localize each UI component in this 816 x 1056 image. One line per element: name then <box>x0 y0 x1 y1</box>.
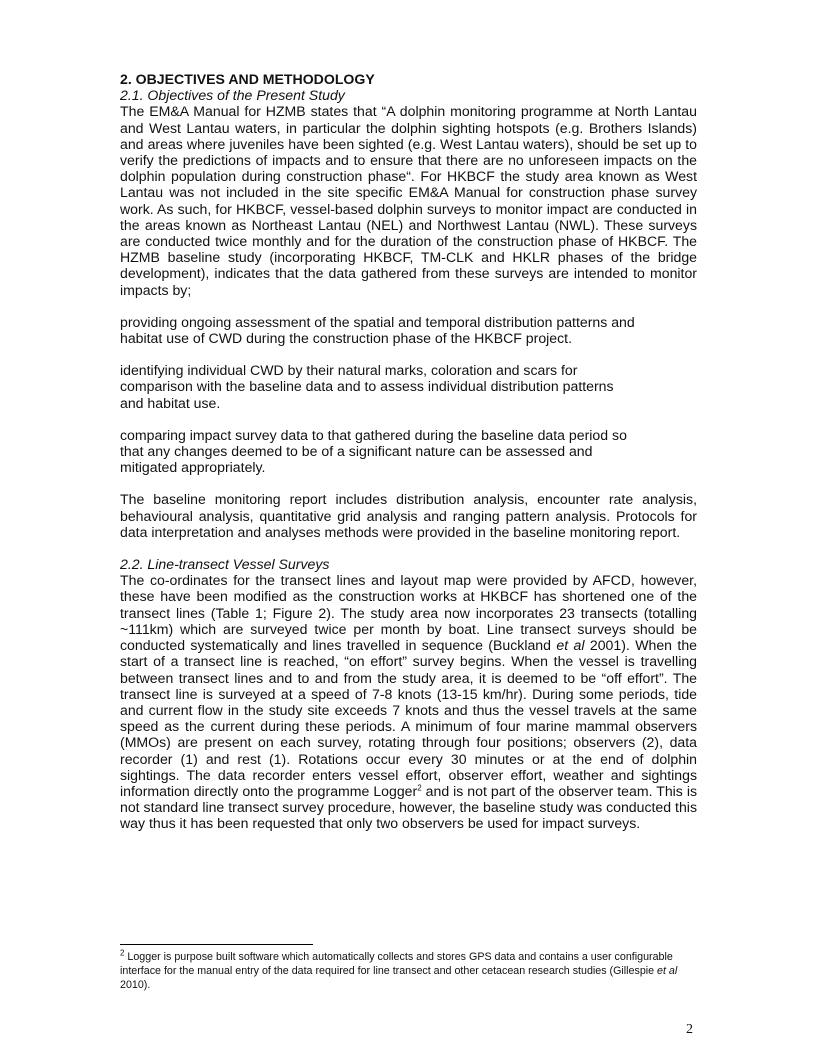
footnote <box>120 950 697 992</box>
spacer <box>120 540 697 556</box>
intro-paragraph: The EM&A Manual for HZMB states that “A dolphin monitoring programme at North Lantau and West Lantau waters, in particular the dolphin sighting hotspots (e.g. Brothers Islands) and areas where juveniles have been sighted (e.g. West Lantau waters), should be set up to verify the predictions of impacts and to ensure that there are no unforeseen impacts on the dolphin population during construction phase“. For HKBCF the study area known as West Lantau was not included in the site specific EM&A Manual for construction phase survey work. As such, for HKBCF, vessel-based dolphin surveys to monitor impact are conducted in the areas known as Northeast Lantau (NEL) and Northwest Lantau (NWL). These surveys are conducted twice monthly and for the duration of the construction phase of HKBCF. The HZMB baseline study (incorporating HKBCF, TM-CLK and HKLR phases of the bridge development), indicates that the data gathered from these surveys are intended to monitor impacts by; <box>120 103 697 298</box>
subsection-title-2-1: 2.1. Objectives of the Present Study <box>120 87 345 104</box>
objective-item: identifying individual CWD by their natural marks, coloration and scars for comparison with the baseline data and to assess individual distribution patterns and habitat use. <box>120 362 614 411</box>
spacer <box>120 346 697 362</box>
survey-text-part1: The co-ordinates for the transect lines and layout map were provided by AFCD, however, these have been modified as the construction works at HKBCF has shortened one of the transect lines (Table 1; Figure 2). The study area now incorporates 23 transects (totalling ~111km) which are surveyed twice per month by boat. Line transect surveys should be conducted systematically and lines travelled in sequence (Buckland <box>120 572 697 654</box>
subsection-title-2-2: 2.2. Line-transect Vessel Surveys <box>120 556 330 573</box>
footnote-et-al: et al <box>657 965 678 977</box>
footnote-reference: 2 <box>417 783 422 793</box>
objective-item: providing ongoing assessment of the spatial and temporal distribution patterns and habitat use of CWD during the construction phase of the HKBCF project. <box>120 313 635 347</box>
section-heading: 2. OBJECTIVES AND METHODOLOGY <box>120 71 375 87</box>
footnote-marker: 2 <box>120 948 125 958</box>
survey-text-part3: and is not part of the observer team. This is not standard line transect survey procedure, however, the baseline study was conducted this way thus it has been requested that only two observers be used for impact surveys. <box>120 782 697 832</box>
footnote-text-part1: Logger is purpose built software which automatically collects and stores GPS data and contains a user configurable interface for the manual entry of the data required for line transect and other cetacean research studies (Gillespie <box>120 951 673 977</box>
page-number: 2 <box>686 1022 693 1037</box>
body-text <box>120 71 697 832</box>
objective-item: comparing impact survey data to that gathered during the baseline data period so that any changes deemed to be of a significant nature can be assessed and mitigated appropriately. <box>120 426 627 476</box>
survey-text-part2: 2001). When the start of a transect line is reached, “on effort” survey begins. When the vessel is travelling between transect lines and to and from the study area, it is deemed to be “off effort”. The transect line is surveyed at a speed of 7-8 knots (13-15 km/hr). During some periods, tide and current flow in the study site exceeds 7 knots and thus the vessel travels at the same speed as the current during these periods. A minimum of four marine mammal observers (MMOs) are present on each survey, rotating through four positions; observers (2), data recorder (1) and rest (1). Rotations occur every 30 minutes or at the end of dolphin sightings. The data recorder enters vessel effort, observer effort, weather and sightings information directly onto the programme Logger <box>120 637 697 799</box>
footnote-text-part2: 2010). <box>120 979 151 991</box>
survey-paragraph <box>120 572 697 831</box>
spacer <box>120 411 697 427</box>
spacer <box>120 298 697 314</box>
spacer <box>120 475 697 491</box>
footnote-divider <box>120 944 313 945</box>
et-al-citation: et al <box>556 637 585 654</box>
closing-paragraph: The baseline monitoring report includes distribution analysis, encounter rate analysis, behavioural analysis, quantitative grid analysis and ranging pattern analysis. Protocols for data interpretation and analyses methods were provided in the baseline monitoring report. <box>120 491 697 540</box>
